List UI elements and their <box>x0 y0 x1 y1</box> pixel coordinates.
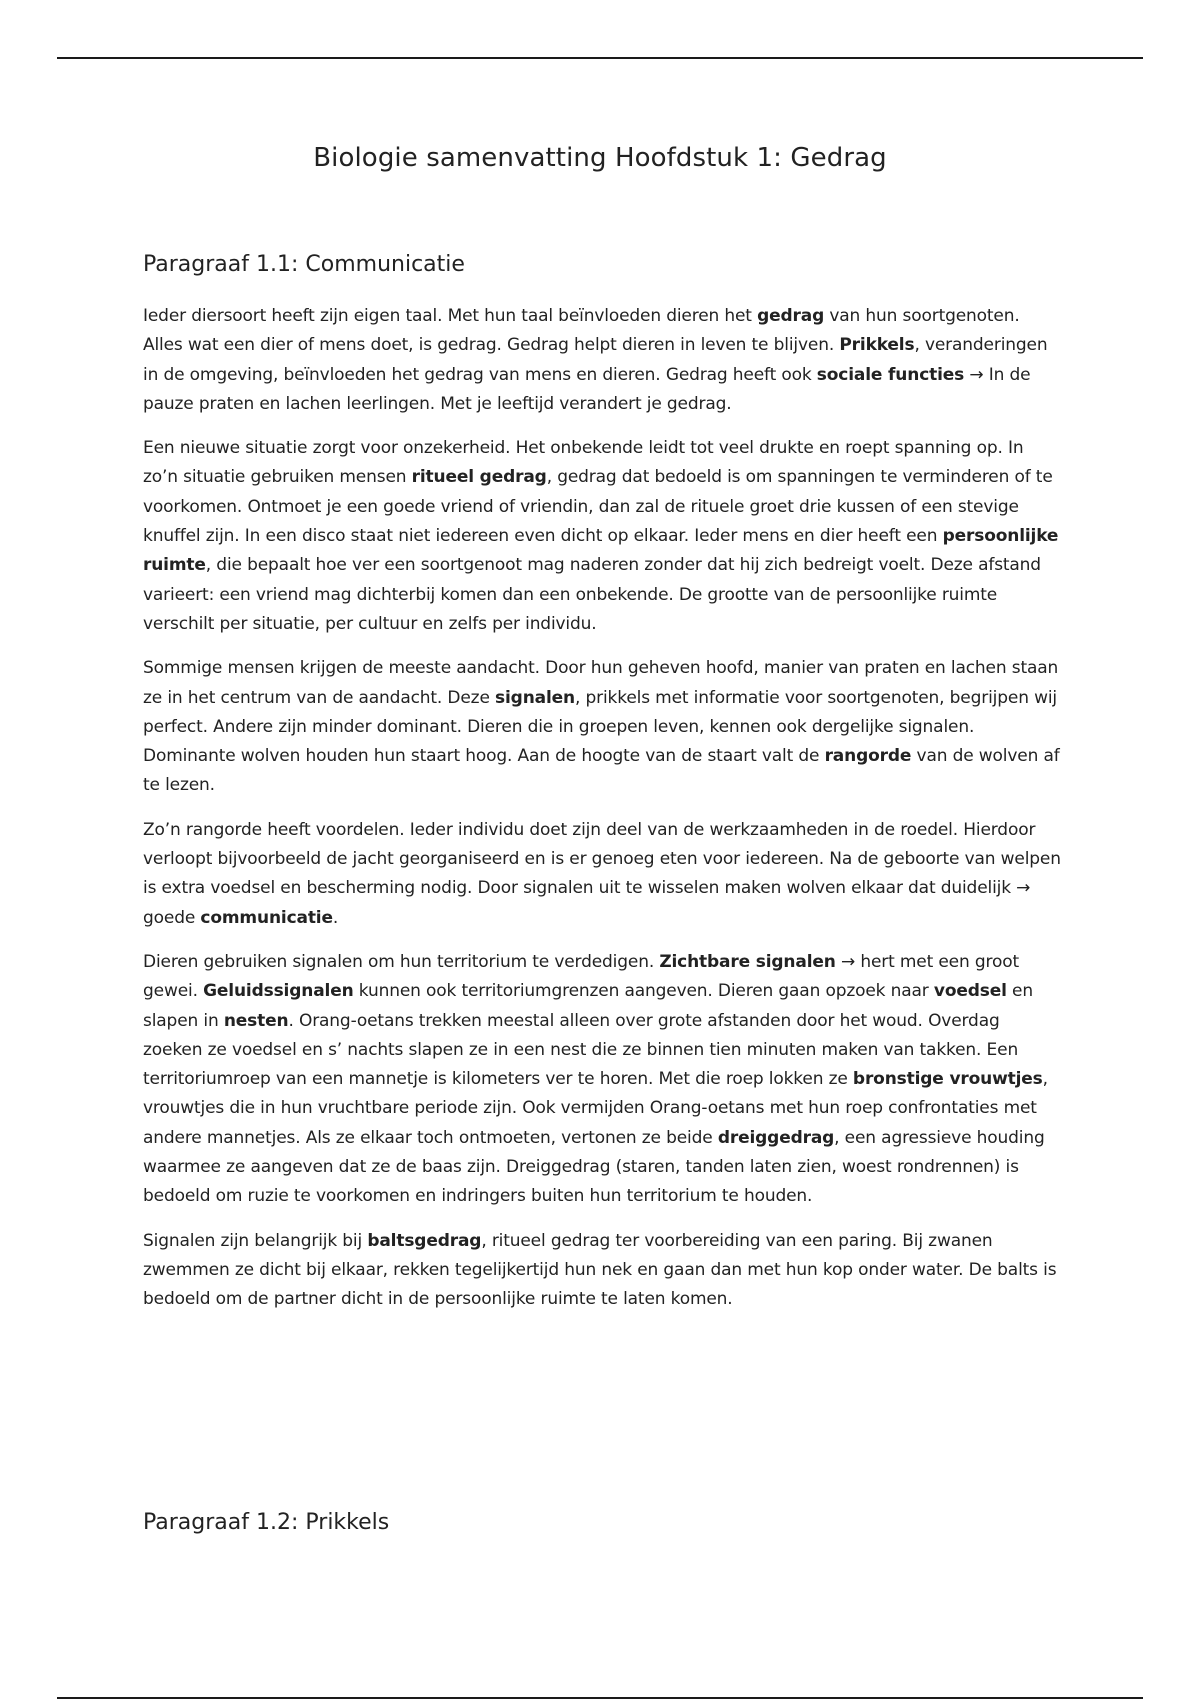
text-run: , prikkels met informatie voor soortgenoten, begrijpen wij perfect. Andere zijn minder dominant. Dieren die in groepen leven, kennen ook dergelijke signalen. Dominante wolven houden hun staart hoog. Aan de hoogte van de staart valt de <box>143 687 1057 767</box>
bold-term: voedsel <box>933 981 1007 1002</box>
bold-term: persoonlijke ruimte <box>143 526 1059 576</box>
text-run: → hert met een groot gewei. <box>143 951 1019 1002</box>
bold-term: nesten <box>223 1010 289 1031</box>
section-heading-communicatie: Paragraaf 1.1: Communicatie <box>143 252 465 277</box>
bold-term: bronstige vrouwtjes <box>852 1069 1043 1090</box>
bold-term: gedrag <box>757 306 825 326</box>
text-run: Sommige mensen krijgen de meeste aandacht. Door hun geheven hoofd, manier van praten en lachen staan ze in het centrum van de aandacht. Deze <box>143 658 1059 708</box>
bold-term: ritueel gedrag <box>411 467 547 488</box>
text-run: . <box>332 907 339 928</box>
text-run: , vrouwtjes die in hun vruchtbare periode zijn. Ook vermijden Orang-oetans met hun roep confrontaties met andere mannetjes. Als ze elkaar toch ontmoeten, vertonen ze beide <box>143 1069 1048 1148</box>
paragraph <box>143 816 1063 933</box>
document-title: Biologie samenvatting Hoofdstuk 1: Gedrag <box>313 143 887 173</box>
text-run: Een nieuwe situatie zorgt voor onzekerheid. Het onbekende leidt tot veel drukte en roept spanning op. In zo’n situatie gebruiken mensen <box>143 438 1024 488</box>
bold-term: baltsgedrag <box>367 1230 482 1251</box>
text-run: → In de pauze praten en lachen leerlingen. Met je leeftijd verandert je gedrag. <box>143 364 1031 414</box>
bold-term: communicatie <box>200 907 333 928</box>
header-rule <box>57 57 1143 59</box>
bold-term: Prikkels <box>839 335 915 356</box>
footer-rule <box>57 1697 1143 1699</box>
text-run: . Orang-oetans trekken meestal alleen over grote afstanden door het woud. Overdag zoeken ze voedsel en s’ nachts slapen ze in een nest die ze binnen tien minuten maken van takken. Een territoriumroep van een mannetje is kilometers ver te horen. Met die roep lokken ze <box>143 1010 1019 1090</box>
text-run: en slapen in <box>143 981 1033 1031</box>
paragraph <box>143 302 1063 419</box>
text-run: van hun soortgenoten. Alles wat een dier of mens doet, is gedrag. Gedrag helpt dieren in leven te blijven. <box>143 306 1020 356</box>
text-run: van de wolven af te lezen. <box>143 746 1060 796</box>
text-run: Zo’n rangorde heeft voordelen. Ieder individu doet zijn deel van de werkzaamheden in de roedel. Hierdoor verloopt bijvoorbeeld de jacht georganiseerd en is er genoeg eten voor iedereen. Na de geboorte van welpen is extra voedsel en bescherming nodig. Door signalen uit te wisselen maken wolven elkaar dat duidelijk → goede <box>143 819 1061 928</box>
bold-term: sociale functies <box>816 364 965 385</box>
bold-term: Zichtbare signalen <box>659 951 836 972</box>
text-run: , gedrag dat bedoeld is om spanningen te verminderen of te voorkomen. Ontmoet je een goede vriend of vriendin, dan zal de rituele groet drie kussen of een stevige knuffel zijn. In een disco staat niet iedereen even dicht op elkaar. Ieder mens en dier heeft een <box>143 467 1053 547</box>
bold-term: rangorde <box>824 746 912 767</box>
section-body-communicatie <box>143 302 1063 1330</box>
text-run: , die bepaalt hoe ver een soortgenoot mag naderen zonder dat hij zich bedreigt voelt. Deze afstand varieert: een vriend mag dichterbij komen dan een onbekende. De grootte van de persoonlijke ruimte verschilt per situatie, per cultuur en zelfs per individu. <box>143 555 1041 634</box>
paragraph <box>143 654 1063 800</box>
text-run: Dieren gebruiken signalen om hun territorium te verdedigen. <box>143 951 660 972</box>
text-run: , een agressieve houding waarmee ze aangeven dat ze de baas zijn. Dreiggedrag (staren, tanden laten zien, woest rondrennen) is bedoeld om ruzie te voorkomen en indringers buiten hun territorium te houden. <box>143 1127 1045 1207</box>
paragraph <box>143 1227 1063 1315</box>
text-run: kunnen ook territoriumgrenzen aangeven. Dieren gaan opzoek naar <box>353 981 934 1002</box>
text-run: Ieder diersoort heeft zijn eigen taal. Met hun taal beïnvloeden dieren het <box>143 306 758 326</box>
text-run: , veranderingen in de omgeving, beïnvloeden het gedrag van mens en dieren. Gedrag heeft ook <box>143 335 1048 385</box>
section-heading-prikkels: Paragraaf 1.2: Prikkels <box>143 1510 390 1535</box>
bold-term: dreiggedrag <box>717 1127 835 1148</box>
paragraph <box>143 434 1063 639</box>
bold-term: Geluidssignalen <box>203 981 354 1002</box>
paragraph <box>143 948 1063 1212</box>
text-run: Signalen zijn belangrijk bij <box>143 1230 368 1251</box>
text-run: , ritueel gedrag ter voorbereiding van een paring. Bij zwanen zwemmen ze dicht bij elkaar, rekken tegelijkertijd hun nek en gaan dan met hun kop onder water. De balts is bedoeld om de partner dicht in de persoonlijke ruimte te laten komen. <box>143 1230 1057 1310</box>
bold-term: signalen <box>495 687 575 708</box>
